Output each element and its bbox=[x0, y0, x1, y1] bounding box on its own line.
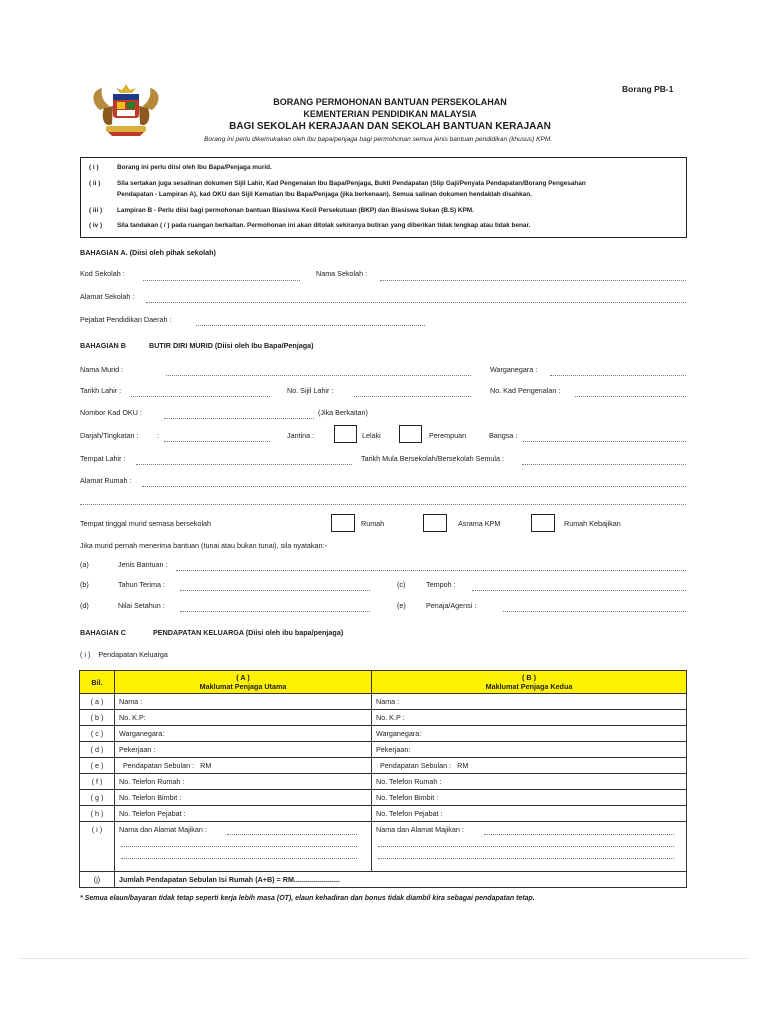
table-row: ( e ) Pendapatan Sebulan : RM Pendapatan Sebulan : RM bbox=[80, 758, 687, 774]
kad-oku-field[interactable] bbox=[164, 418, 314, 419]
penjaga-kedua-warganegara-field[interactable]: Warganegara: bbox=[372, 726, 687, 742]
penaja-label: Penaja/Agensi : bbox=[426, 601, 477, 610]
penjaga-kedua-pekerjaan-field[interactable]: Pekerjaan: bbox=[372, 742, 687, 758]
penjaga-utama-tel-rumah-field[interactable]: No. Telefon Rumah : bbox=[115, 774, 372, 790]
malaysia-coat-of-arms-icon bbox=[86, 80, 166, 138]
asrama-label: Asrama KPM bbox=[458, 519, 501, 528]
footnote: * Semua elaun/bayaran tidak tetap seperti kerja lebih masa (OT), elaun kehadiran dan bonus tidak diambil kira sebagai pendapatan tetap. bbox=[80, 895, 535, 902]
tarikh-lahir-label: Tarikh Lahir : bbox=[80, 386, 122, 395]
kod-sekolah-label: Kod Sekolah : bbox=[80, 269, 125, 278]
tempoh-label: Tempoh : bbox=[426, 580, 456, 589]
darjah-colon: : bbox=[157, 431, 159, 440]
penjaga-kedua-tel-bimbit-field[interactable]: No. Telefon Bimbit : bbox=[372, 790, 687, 806]
rumah-kebajikan-checkbox[interactable] bbox=[531, 514, 555, 532]
jantina-label: Jantina : bbox=[287, 431, 315, 440]
nama-murid-label: Nama Murid : bbox=[80, 365, 124, 374]
table-row: ( b ) No. K.P: No. K.P : bbox=[80, 710, 687, 726]
darjah-field[interactable] bbox=[164, 441, 270, 442]
table-row-total: (j) Jumlah Pendapatan Sebulan Isi Rumah (A+B) = RM....................... bbox=[80, 872, 687, 888]
asrama-checkbox[interactable] bbox=[423, 514, 447, 532]
jika-murid-text: Jika murid pernah menerima bantuan (tunai atau bukan tunai), sila nyatakan:- bbox=[80, 541, 327, 550]
tempat-lahir-field[interactable] bbox=[136, 464, 352, 465]
section-b-code: BAHAGIAN B bbox=[80, 341, 126, 350]
income-table bbox=[79, 670, 687, 888]
penjaga-utama-pendapatan-field[interactable]: Pendapatan Sebulan : RM bbox=[115, 758, 372, 774]
page-divider bbox=[20, 958, 748, 959]
penjaga-kedua-tel-rumah-field[interactable]: No. Telefon Rumah : bbox=[372, 774, 687, 790]
lelaki-checkbox[interactable] bbox=[334, 425, 357, 443]
table-row: ( d ) Pekerjaan : Pekerjaan: bbox=[80, 742, 687, 758]
penjaga-kedua-pendapatan-field[interactable]: Pendapatan Sebulan : RM bbox=[372, 758, 687, 774]
tempoh-field[interactable] bbox=[472, 590, 686, 591]
section-a-title: BAHAGIAN A. (Diisi oleh pihak sekolah) bbox=[80, 248, 216, 257]
kod-sekolah-field[interactable] bbox=[143, 280, 300, 281]
penjaga-utama-nama-field[interactable]: Nama : bbox=[115, 694, 372, 710]
penjaga-utama-majikan-field[interactable]: Nama dan Alamat Majikan : bbox=[115, 822, 372, 872]
jenis-bantuan-label: Jenis Bantuan : bbox=[118, 560, 168, 569]
sijil-lahir-label: No. Sijil Lahir : bbox=[287, 386, 334, 395]
header-title-1: BORANG PERMOHONAN BANTUAN PERSEKOLAHAN bbox=[273, 97, 507, 107]
section-c-code: BAHAGIAN C bbox=[80, 628, 126, 637]
section-c-title: PENDAPATAN KELUARGA (Diisi oleh ibu bapa/penjaga) bbox=[153, 628, 344, 637]
penjaga-utama-kp-field[interactable]: No. K.P: bbox=[115, 710, 372, 726]
header-title-2: KEMENTERIAN PENDIDIKAN MALAYSIA bbox=[303, 109, 477, 119]
pejabat-label: Pejabat Pendidikan Daerah : bbox=[80, 315, 172, 324]
tahun-terima-field[interactable] bbox=[180, 590, 370, 591]
tarikh-mula-label: Tarikh Mula Bersekolah/Bersekolah Semula : bbox=[361, 454, 505, 463]
notice-3: ( iii ) Lampiran B - Perlu diisi bagi permohonan bantuan Biasiswa Kecil Persekutuan (BKP) dan Biasiswa Sukan (B.S) KPM. bbox=[89, 207, 474, 214]
rumah-kebajikan-label: Rumah Kebajikan bbox=[564, 519, 621, 528]
item-a-label: (a) bbox=[80, 560, 89, 569]
tahun-terima-label: Tahun Terima : bbox=[118, 580, 166, 589]
table-row: ( a ) Nama : Nama : bbox=[80, 694, 687, 710]
penjaga-kedua-header: ( B ) Maklumat Penjaga Kedua bbox=[372, 671, 687, 694]
notice-2: ( ii ) Sila sertakan juga sesalinan dokumen Sijil Lahir, Kad Pengenalan Ibu Bapa/Penjaga, Bukti Pendapatan (Slip Gaji/Penyata Pendapatan/Borang Pengesahan bbox=[89, 180, 586, 187]
pendapatan-keluarga-sub: ( i ) Pendapatan Keluarga bbox=[80, 650, 168, 659]
tarikh-mula-field[interactable] bbox=[522, 464, 686, 465]
form-code: Borang PB-1 bbox=[622, 84, 674, 94]
table-row: ( f ) No. Telefon Rumah : No. Telefon Rumah : bbox=[80, 774, 687, 790]
penjaga-kedua-nama-field[interactable]: Nama : bbox=[372, 694, 687, 710]
penjaga-kedua-tel-pejabat-field[interactable]: No. Telefon Pejabat : bbox=[372, 806, 687, 822]
lelaki-label: Lelaki bbox=[362, 431, 381, 440]
nama-sekolah-field[interactable] bbox=[380, 280, 686, 281]
perempuan-checkbox[interactable] bbox=[399, 425, 422, 443]
table-row: ( g ) No. Telefon Bimbit : No. Telefon Bimbit : bbox=[80, 790, 687, 806]
penaja-field[interactable] bbox=[503, 611, 686, 612]
bangsa-label: Bangsa : bbox=[489, 431, 518, 440]
kad-oku-label: Nombor Kad OKU : bbox=[80, 408, 142, 417]
header-subtitle: Borang ini perlu dikemukakan oleh ibu bapa/penjaga bagi permohonan semua jenis bantuan pendidikan (khusus) KPM. bbox=[204, 136, 553, 143]
section-b-title: BUTIR DIRI MURID (Diisi oleh Ibu Bapa/Penjaga) bbox=[149, 341, 314, 350]
penjaga-utama-pekerjaan-field[interactable]: Pekerjaan : bbox=[115, 742, 372, 758]
perempuan-label: Perempuan bbox=[429, 431, 467, 440]
header-title-3: BAGI SEKOLAH KERAJAAN DAN SEKOLAH BANTUAN KERAJAAN bbox=[229, 121, 551, 132]
warganegara-field[interactable] bbox=[550, 375, 686, 376]
rumah-label: Rumah bbox=[361, 519, 385, 528]
penjaga-utama-tel-bimbit-field[interactable]: No. Telefon Bimbit : bbox=[115, 790, 372, 806]
jika-berkaitan-note: (Jika Berkaitan) bbox=[318, 408, 368, 417]
penjaga-utama-warganegara-field[interactable]: Warganegara: bbox=[115, 726, 372, 742]
tarikh-lahir-field[interactable] bbox=[131, 396, 270, 397]
rumah-checkbox[interactable] bbox=[331, 514, 355, 532]
alamat-rumah-field-2[interactable] bbox=[80, 504, 686, 505]
alamat-sekolah-field[interactable] bbox=[146, 302, 686, 303]
table-row: ( c ) Warganegara: Warganegara: bbox=[80, 726, 687, 742]
alamat-rumah-field-1[interactable] bbox=[142, 486, 686, 487]
tempat-tinggal-label: Tempat tinggal murid semasa bersekolah bbox=[80, 519, 212, 528]
item-d-label: (d) bbox=[80, 601, 89, 610]
instructions-box bbox=[80, 157, 687, 238]
notice-4: ( iv ) Sila tandakan ( / ) pada ruangan berkaitan. Permohonan ini akan ditolak sekiranya butiran yang diberikan tidak lengkap atau tidak benar. bbox=[89, 222, 531, 229]
notice-1: ( i ) Borang ini perlu diisi oleh Ibu Bapa/Penjaga murid. bbox=[89, 164, 272, 171]
jumlah-pendapatan-field[interactable]: Jumlah Pendapatan Sebulan Isi Rumah (A+B) = RM....................... bbox=[115, 872, 687, 888]
darjah-label: Darjah/Tingkatan : bbox=[80, 431, 139, 440]
nama-sekolah-label: Nama Sekolah : bbox=[316, 269, 368, 278]
notice-2-cont: Pendapatan - Lampiran A), kad OKU dan Sijil Kematian Ibu Bapa/Penjaga (jika berkenaan). Semua salinan dokumen hendaklah disahkan. bbox=[117, 191, 532, 198]
nilai-setahun-label: Nilai Setahun : bbox=[118, 601, 165, 610]
penjaga-utama-header: ( A ) Maklumat Penjaga Utama bbox=[115, 671, 372, 694]
bangsa-field[interactable] bbox=[523, 441, 686, 442]
alamat-rumah-label: Alamat Rumah : bbox=[80, 476, 132, 485]
bil-header: Bil. bbox=[80, 671, 115, 694]
penjaga-utama-tel-pejabat-field[interactable]: No. Telefon Pejabat : bbox=[115, 806, 372, 822]
item-c-label: (c) bbox=[397, 580, 406, 589]
penjaga-kedua-kp-field[interactable]: No. K.P : bbox=[372, 710, 687, 726]
warganegara-label: Warganegara : bbox=[490, 365, 538, 374]
penjaga-kedua-majikan-field[interactable]: Nama dan Alamat Majikan : bbox=[372, 822, 687, 872]
kad-pengenalan-field[interactable] bbox=[575, 396, 686, 397]
table-row: ( i ) Nama dan Alamat Majikan : Nama dan Alamat Majikan : bbox=[80, 822, 687, 872]
alamat-sekolah-label: Alamat Sekolah : bbox=[80, 292, 135, 301]
nilai-setahun-field[interactable] bbox=[180, 611, 370, 612]
kad-pengenalan-label: No. Kad Pengenalan : bbox=[490, 386, 561, 395]
table-row: ( h ) No. Telefon Pejabat : No. Telefon Pejabat : bbox=[80, 806, 687, 822]
item-e-label: (e) bbox=[397, 601, 406, 610]
item-b-label: (b) bbox=[80, 580, 89, 589]
sijil-lahir-field[interactable] bbox=[354, 396, 471, 397]
pejabat-field[interactable] bbox=[196, 325, 425, 326]
tempat-lahir-label: Tempat Lahir : bbox=[80, 454, 126, 463]
jenis-bantuan-field[interactable] bbox=[176, 570, 686, 571]
nama-murid-field[interactable] bbox=[166, 375, 471, 376]
income-table-header bbox=[80, 671, 687, 694]
